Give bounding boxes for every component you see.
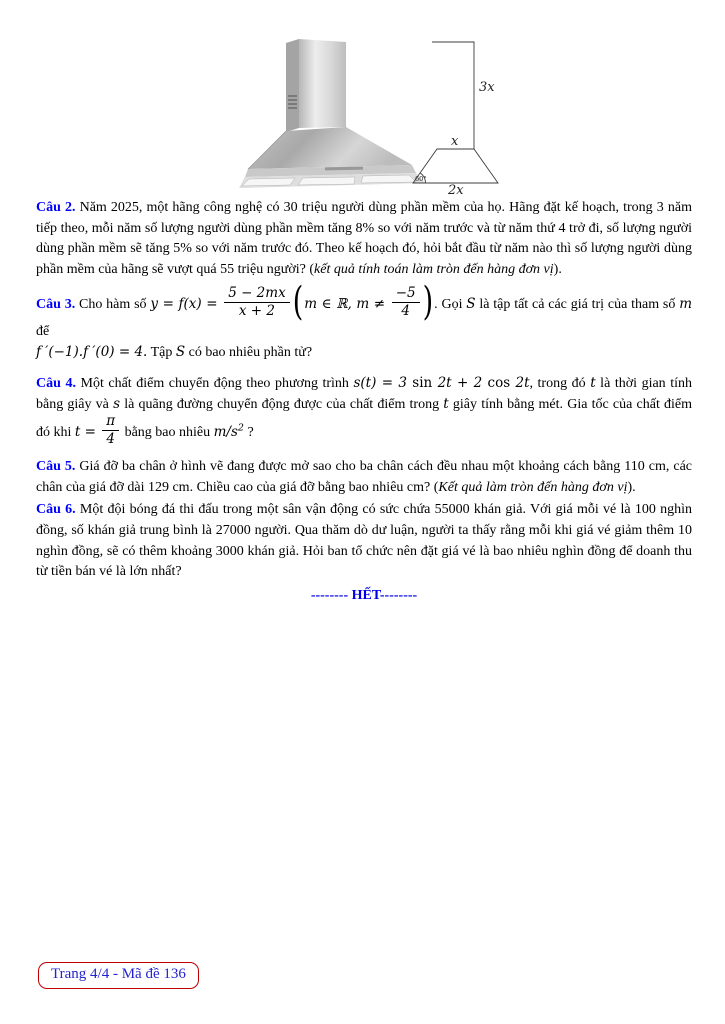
question-4-label: Câu 4.	[36, 375, 76, 391]
question-3-text: Cho hàm số	[75, 297, 151, 313]
question-3-text-6: có bao nhiêu phần tử?	[185, 345, 313, 361]
question-5-note: Kết quả làm tròn đến hàng đơn vị	[438, 479, 628, 495]
question-5-text: Giá đỡ ba chân ở hình vẽ đang được mở sao cho ba chân cách đều nhau một khoảng cách bằng 110 cm, các chân của giá đỡ dài 129 cm. Chiều cao của giá đỡ bằng bao nhiêu cm? (	[36, 459, 692, 495]
fraction-neg5-over-4: $\frac{-5}{4}$	[392, 286, 420, 319]
fraction-5-2mx-over-x-2: $\frac{5 - 2mx}{x + 2}$	[224, 286, 290, 319]
question-2	[36, 198, 692, 280]
var-t: t	[590, 374, 596, 391]
question-6-label: Câu 6.	[36, 502, 76, 518]
set-S-2: S	[175, 344, 186, 361]
t-equals: t =	[74, 423, 101, 440]
question-3-text-4: để	[36, 323, 50, 339]
question-4-text: Một chất điểm chuyển động theo phương trình	[75, 375, 354, 391]
diagram-label-angle: 60°	[415, 175, 427, 183]
var-t-2: t	[443, 396, 449, 413]
motion-equation: s(t) = 3	[353, 374, 413, 391]
question-4-text-2: , trong đó	[529, 375, 591, 391]
question-2-note: kết quả tính toán làm tròn đến hàng đơn vị	[314, 261, 554, 277]
question-2-text-end: ).	[553, 261, 562, 277]
question-3: Câu 3. Cho hàm số y = f(x) = $\frac{5 - 2mx}{x + 2}$ (m ∈ ℝ, m ≠ $\frac{-5}{4}$ ). Gọi S là tập tất cả các giá trị của tham số m để f ′(−1).f ′(0) = 4. Tập S có bao nhiêu phần tử?	[36, 279, 693, 361]
set-S: S	[466, 296, 476, 313]
duct-outline	[432, 42, 474, 149]
question-4-text-3: là thời gian tính bằng giây và	[36, 375, 692, 413]
hood-cross-section-diagram	[401, 30, 513, 198]
diagram-label-base-width: 2x	[448, 183, 464, 198]
question-4: Câu 4. Một chất điểm chuyển động theo phương trình s(t) = 3 sin 2t + 2 cos 2t, trong đó t là thời gian tính bằng giây và s là quãng đường chuyển động được của chất điểm trong t giây tính bằng mét. Gia tốc của chất điểm đó khi t = $\frac{\pi}{4}$ bằng bao nhiêu $m/s^2$ ?	[36, 374, 693, 448]
questions-area	[0, 198, 725, 606]
fraction-pi-over-4: $\frac{\pi}{4}$	[102, 414, 119, 447]
question-3-text-5: Tập	[147, 345, 176, 361]
diagram-label-duct-height: 3x	[479, 80, 495, 95]
question-2-label: Câu 2.	[36, 200, 76, 215]
condition-m: m ∈ ℝ, m ≠	[304, 296, 390, 313]
question-3-text-2: . Gọi	[434, 297, 467, 313]
cos-function: cos	[487, 374, 511, 391]
question-4-text-4: là quãng đường chuyển động được của chất điểm trong	[120, 397, 444, 413]
question-3-label: Câu 3.	[36, 297, 76, 313]
question-6-text: Một đội bóng đá thi đấu trong một sân vận động có sức chứa 55000 khán giả. Với giá mỗi vé là 100 nghìn đồng, số khán giả trung bình là 27000 người. Qua thăm dò dư luận, người ta thấy rằng mỗi khi giá vé giảm thêm 10 nghìn đồng, sẽ có thêm khoảng 3000 khán giả. Hỏi ban tổ chức nên đặt giá vé là bao nhiêu nghìn đồng để doanh thu từ tiền bán vé là lớn nhất?	[36, 502, 692, 580]
sin-function: sin	[412, 374, 433, 391]
question-4-text-6: bằng bao nhiêu	[121, 424, 214, 440]
question-5-text-end: ).	[627, 479, 636, 495]
var-s: s	[113, 396, 121, 413]
figure-row	[0, 0, 725, 198]
end-marker: -------- HẾT--------	[310, 587, 418, 603]
question-4-text-7: ?	[243, 424, 254, 440]
question-5	[36, 457, 692, 498]
derivative-equation: f ′(−1).f ′(0) = 4.	[36, 344, 148, 361]
param-m: m	[679, 296, 693, 313]
question-4-text-5: giây tính bằng mét. Gia tốc của chất điểm đó khi	[36, 397, 693, 440]
page-footer-badge: Trang 4/4 - Mã đề 136	[38, 962, 199, 989]
question-2-text: Năm 2025, một hãng công nghệ có 30 triệu người dùng phần mềm của họ. Hãng đặt kế hoạch, trong 3 năm tiếp theo, mỗi năm số lượng người dùng phần mềm tăng 8% so với năm trước và từ năm thứ 4 trở đi, số lượng người dùng phần mềm sẽ tăng 5% so với năm trước đó. Theo kế hoạch đó, hỏi bắt đầu từ năm nào thì số lượng người dùng phần mềm của hãng sẽ vượt quá 55 triệu người? (	[36, 200, 692, 277]
unit-m-per-s2: $m/s^2$	[213, 422, 244, 440]
function-definition: y = f(x) =	[150, 296, 223, 313]
question-6	[36, 500, 692, 582]
diagram-label-top-width: x	[451, 134, 459, 149]
question-5-label: Câu 5.	[36, 459, 76, 475]
question-3-text-3: là tập tất cả các giá trị của tham số	[475, 297, 680, 313]
